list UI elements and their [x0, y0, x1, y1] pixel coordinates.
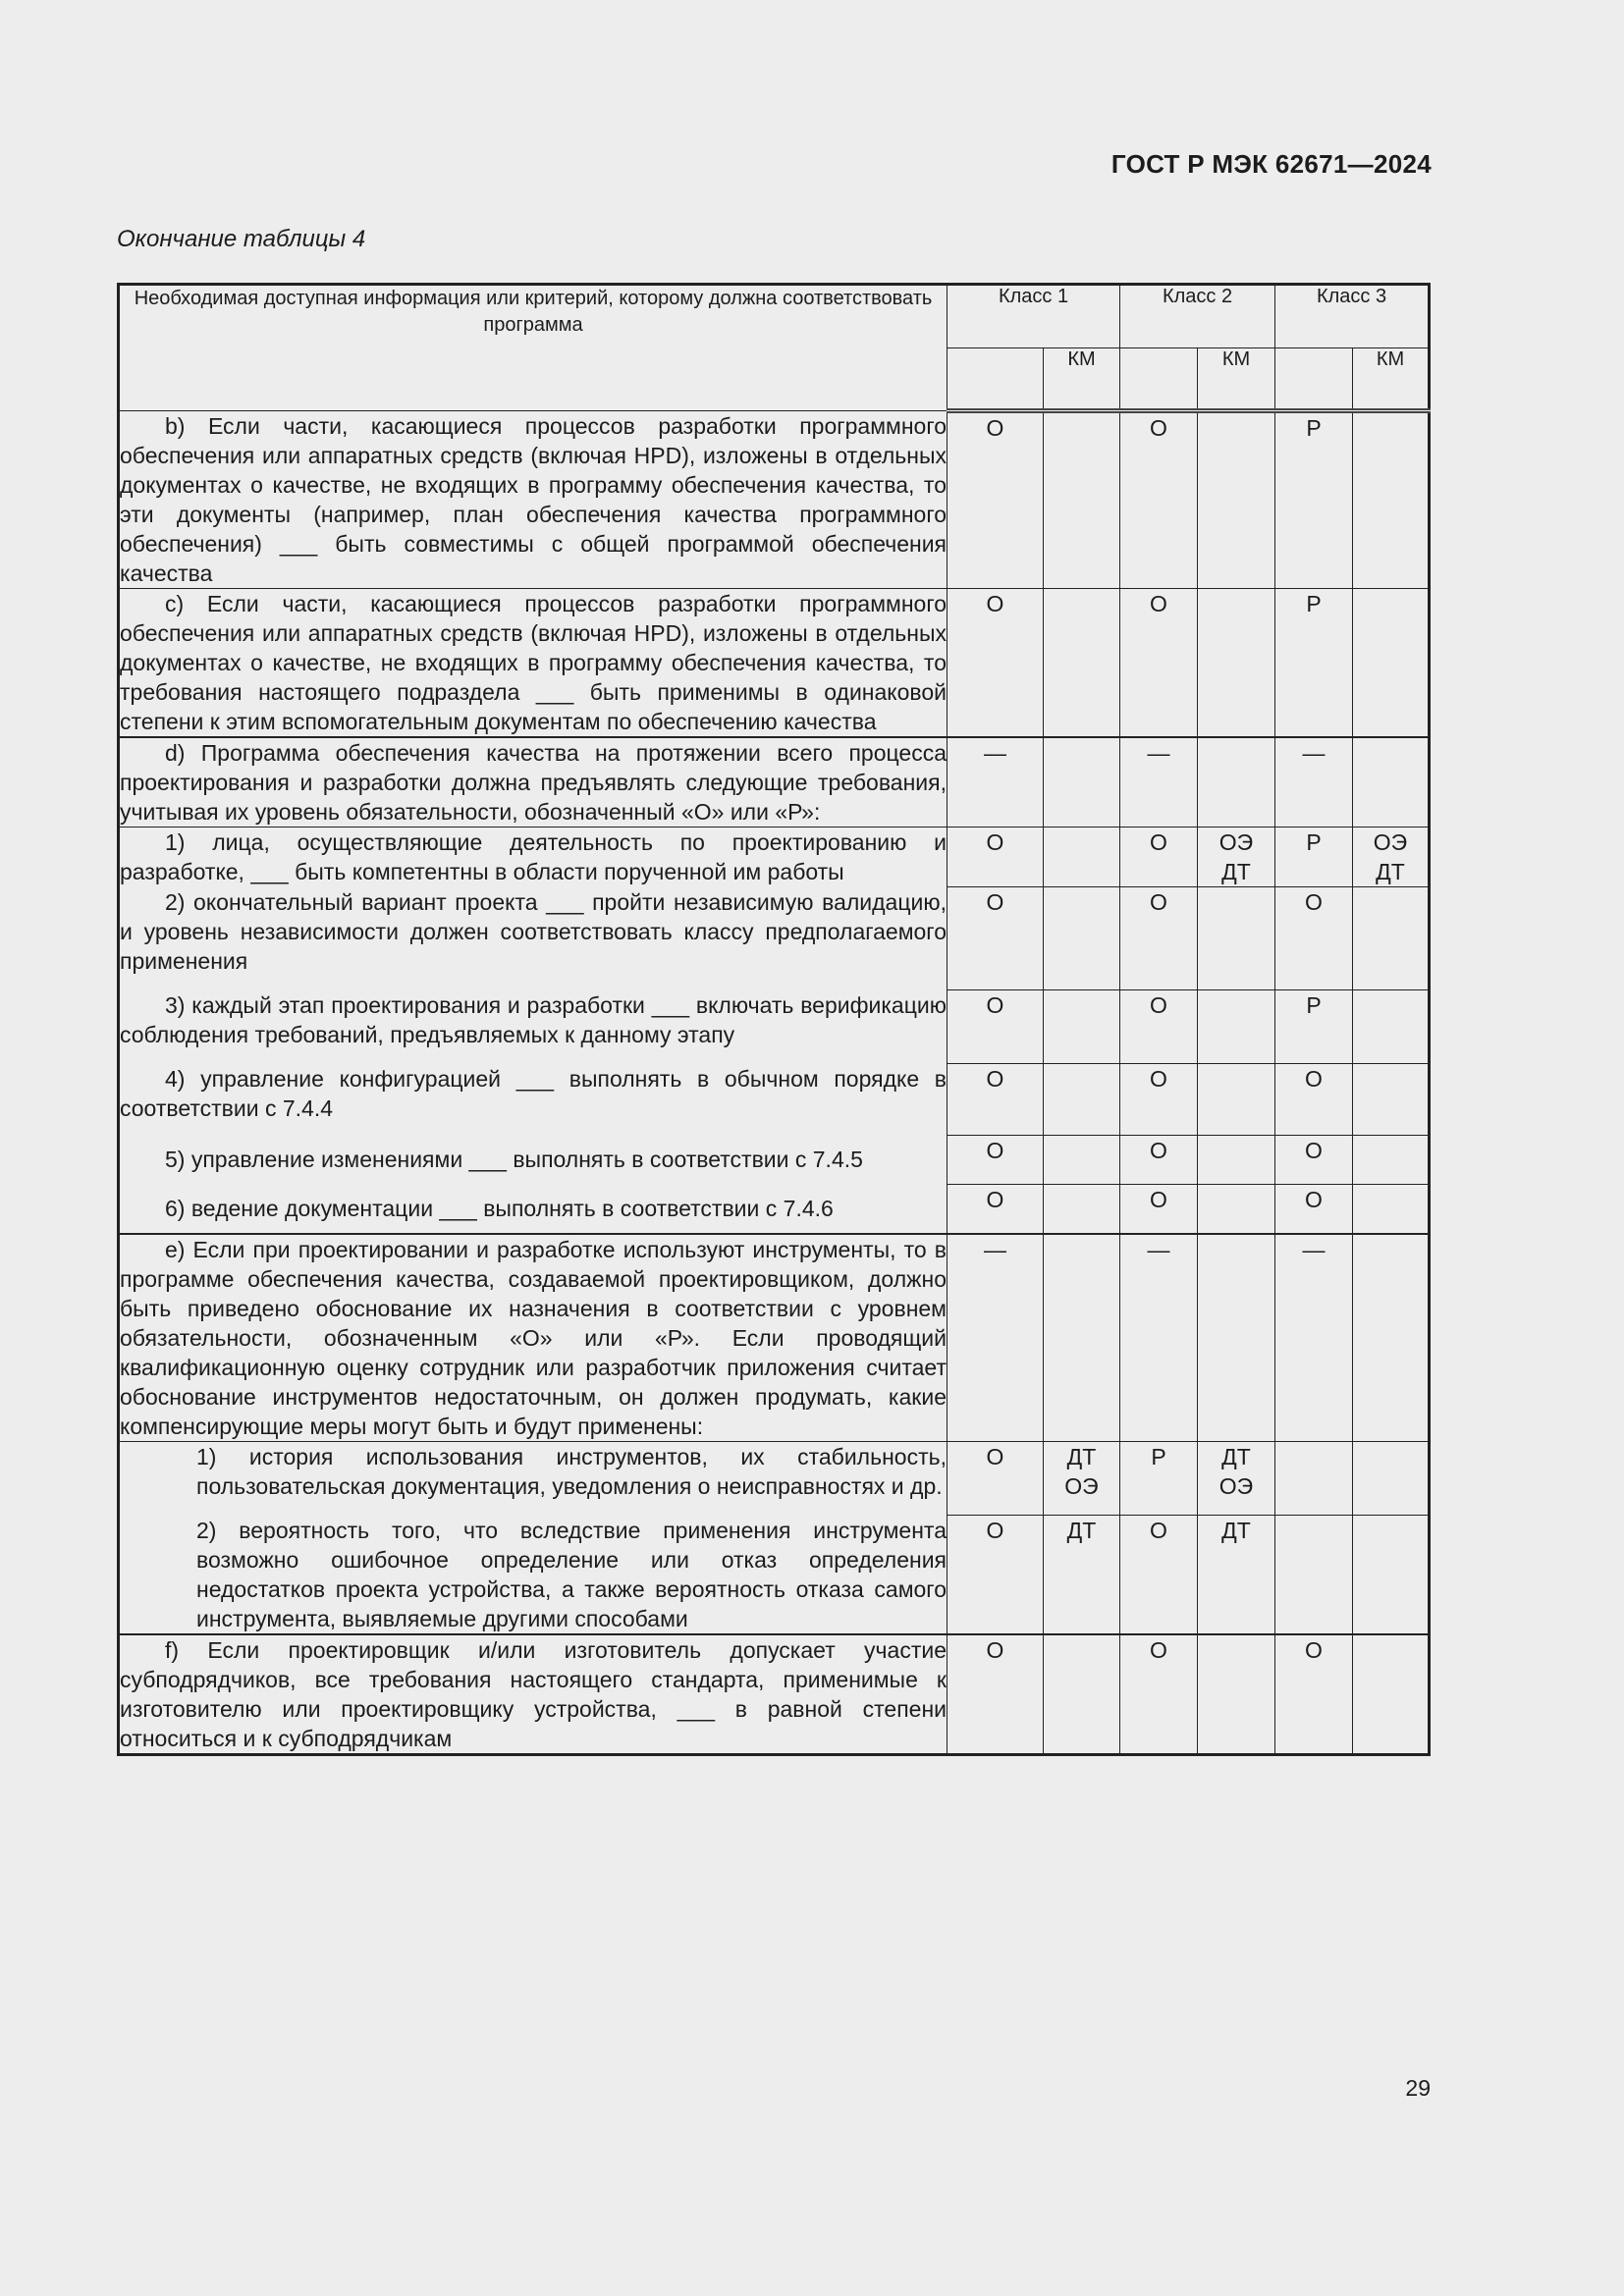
class3-value [1275, 1442, 1353, 1516]
class1-km-value [1044, 1064, 1120, 1136]
table-row [119, 990, 1430, 1064]
class3-km-value [1353, 1234, 1430, 1442]
class2-km-value [1198, 737, 1275, 828]
class1-km-value [1044, 828, 1120, 887]
class3-value: О [1275, 1185, 1353, 1235]
class1-km-value [1044, 887, 1120, 990]
class1-value: О [947, 1185, 1044, 1235]
class3-value: О [1275, 1136, 1353, 1185]
class3-header: Класс 3 [1275, 285, 1430, 348]
requirements-table [117, 283, 1431, 1756]
class3-km-value [1353, 589, 1430, 738]
class2-value: Р [1120, 1442, 1198, 1516]
class1-km-value [1044, 990, 1120, 1064]
class1-main-header [947, 348, 1044, 411]
class1-km-value [1044, 411, 1120, 589]
class2-km-value: ДТ ОЭ [1198, 1442, 1275, 1516]
class1-km-value: ДТ ОЭ [1044, 1442, 1120, 1516]
class3-value: — [1275, 1234, 1353, 1442]
table-row [119, 887, 1430, 990]
table-row [119, 1634, 1430, 1755]
class2-value: О [1120, 1634, 1198, 1755]
class2-km-value [1198, 589, 1275, 738]
class3-km-value [1353, 737, 1430, 828]
row-description: 1) история использования инструментов, их стабильность, пользовательская документация, уведомления о неисправностях и др. [119, 1442, 947, 1516]
class3-km-value [1353, 1516, 1430, 1635]
standard-designation: ГОСТ Р МЭК 62671—2024 [1110, 149, 1432, 179]
class2-main-header [1120, 348, 1198, 411]
row-description: 3) каждый этап проектирования и разработки ___ включать верификацию соблюдения требований, предъявляемых к данному этапу [119, 990, 947, 1064]
class3-km-value [1353, 1442, 1430, 1516]
class2-value: О [1120, 1064, 1198, 1136]
row-description: b) Если части, касающиеся процессов разработки программного обеспечения или аппаратных средств (включая HPD), изложены в отдельных документах о качестве, не входящих в программу обеспечения качества, то эти документы (например, план обеспечения качества программного обеспечения) ___ быть совместимы с общей программой обеспечения качества [119, 411, 947, 589]
class1-km-value [1044, 1185, 1120, 1235]
class2-km-value [1198, 1136, 1275, 1185]
class1-value: О [947, 887, 1044, 990]
criteria-header: Необходимая доступная информация или критерий, которому должна соответствовать программа [119, 285, 947, 411]
class3-km-header: КМ [1353, 348, 1430, 411]
class3-value: О [1275, 887, 1353, 990]
class1-km-value [1044, 1136, 1120, 1185]
class2-value: О [1120, 828, 1198, 887]
class1-km-value [1044, 737, 1120, 828]
table-row [119, 1136, 1430, 1185]
class2-value: — [1120, 737, 1198, 828]
class2-value: О [1120, 589, 1198, 738]
table-row [119, 737, 1430, 828]
row-description: 4) управление конфигурацией ___ выполнять в обычном порядке в соответствии с 7.4.4 [119, 1064, 947, 1136]
class1-value: — [947, 1234, 1044, 1442]
class2-km-value [1198, 1064, 1275, 1136]
class3-km-value [1353, 1064, 1430, 1136]
table-row [119, 1064, 1430, 1136]
class2-value: — [1120, 1234, 1198, 1442]
class2-km-value [1198, 1634, 1275, 1755]
row-description: 6) ведение документации ___ выполнять в соответствии с 7.4.6 [119, 1185, 947, 1235]
class2-value: О [1120, 990, 1198, 1064]
page-number: 29 [1405, 2075, 1431, 2101]
class2-km-value [1198, 411, 1275, 589]
class2-header: Класс 2 [1120, 285, 1275, 348]
class2-value: О [1120, 1136, 1198, 1185]
class3-km-value [1353, 411, 1430, 589]
class3-km-value [1353, 1185, 1430, 1235]
class1-value: О [947, 1064, 1044, 1136]
class1-km-value: ДТ [1044, 1516, 1120, 1635]
class3-value: Р [1275, 589, 1353, 738]
class2-value: О [1120, 411, 1198, 589]
class3-km-value [1353, 1634, 1430, 1755]
class3-km-value [1353, 990, 1430, 1064]
class1-value: О [947, 1442, 1044, 1516]
class1-km-value [1044, 589, 1120, 738]
class2-value: О [1120, 1185, 1198, 1235]
class3-value: — [1275, 737, 1353, 828]
table-row [119, 828, 1430, 887]
class2-km-value [1198, 887, 1275, 990]
class1-value: О [947, 990, 1044, 1064]
class2-value: О [1120, 1516, 1198, 1635]
header-row-classes [119, 285, 1430, 348]
row-description: c) Если части, касающиеся процессов разработки программного обеспечения или аппаратных средств (включая HPD), изложены в отдельных документах о качестве, не входящих в программу обеспечения качества, то требования настоящего подраздела ___ быть применимы в одинаковой степени к этим вспомогательным документам по обеспечению качества [119, 589, 947, 738]
class3-value: Р [1275, 990, 1353, 1064]
table-row [119, 411, 1430, 589]
class2-km-value [1198, 1234, 1275, 1442]
class1-value: О [947, 1634, 1044, 1755]
table-row [119, 1185, 1430, 1235]
row-description: 5) управление изменениями ___ выполнять в соответствии с 7.4.5 [119, 1136, 947, 1185]
table-row [119, 1442, 1430, 1516]
class2-km-value [1198, 990, 1275, 1064]
class3-value: О [1275, 1064, 1353, 1136]
class3-value [1275, 1516, 1353, 1635]
class1-value: О [947, 1516, 1044, 1635]
class3-km-value [1353, 1136, 1430, 1185]
class2-km-value: ОЭ ДТ [1198, 828, 1275, 887]
class1-km-value [1044, 1634, 1120, 1755]
row-description: d) Программа обеспечения качества на протяжении всего процесса проектирования и разработки должна предъявлять следующие требования, учитывая их уровень обязательности, обозначенный «О» или «Р»: [119, 737, 947, 828]
class2-km-header: КМ [1198, 348, 1275, 411]
class1-header: Класс 1 [947, 285, 1120, 348]
class3-value: О [1275, 1634, 1353, 1755]
row-description: f) Если проектировщик и/или изготовитель допускает участие субподрядчиков, все требования настоящего стандарта, применимые к изготовителю или проектировщику устройства, ___ в равной степени относиться и к субподрядчикам [119, 1634, 947, 1755]
row-description: 2) вероятность того, что вследствие применения инструмента возможно ошибочное определение или отказ определения недостатков проекта устройства, а также вероятность отказа самого инструмента, выявляемые другими способами [119, 1516, 947, 1635]
class3-km-value [1353, 887, 1430, 990]
row-description: e) Если при проектировании и разработке используют инструменты, то в программе обеспечения качества, создаваемой проектировщиком, должно быть приведено обоснование их назначения в соответствии с уровнем обязательности, обозначенным «О» или «Р». Если проводящий квалификационную оценку сотрудник или разработчик приложения считает обоснование инструментов недостаточным, он должен продумать, какие компенсирующие меры могут быть и будут применены: [119, 1234, 947, 1442]
class1-value: — [947, 737, 1044, 828]
class3-value: Р [1275, 411, 1353, 589]
table-caption: Окончание таблицы 4 [117, 226, 366, 252]
class2-km-value: ДТ [1198, 1516, 1275, 1635]
class1-value: О [947, 411, 1044, 589]
table-row [119, 589, 1430, 738]
class3-km-value: ОЭ ДТ [1353, 828, 1430, 887]
class1-value: О [947, 1136, 1044, 1185]
class1-value: О [947, 589, 1044, 738]
row-description: 1) лица, осуществляющие деятельность по проектированию и разработке, ___ быть компетентны в области порученной им работы [119, 828, 947, 887]
row-description: 2) окончательный вариант проекта ___ пройти независимую валидацию, и уровень независимости должен соответствовать классу предполагаемого применения [119, 887, 947, 990]
class1-value: О [947, 828, 1044, 887]
class2-km-value [1198, 1185, 1275, 1235]
table-row [119, 1516, 1430, 1635]
class1-km-header: КМ [1044, 348, 1120, 411]
class1-km-value [1044, 1234, 1120, 1442]
class3-value: Р [1275, 828, 1353, 887]
class2-value: О [1120, 887, 1198, 990]
table-row [119, 1234, 1430, 1442]
class3-main-header [1275, 348, 1353, 411]
